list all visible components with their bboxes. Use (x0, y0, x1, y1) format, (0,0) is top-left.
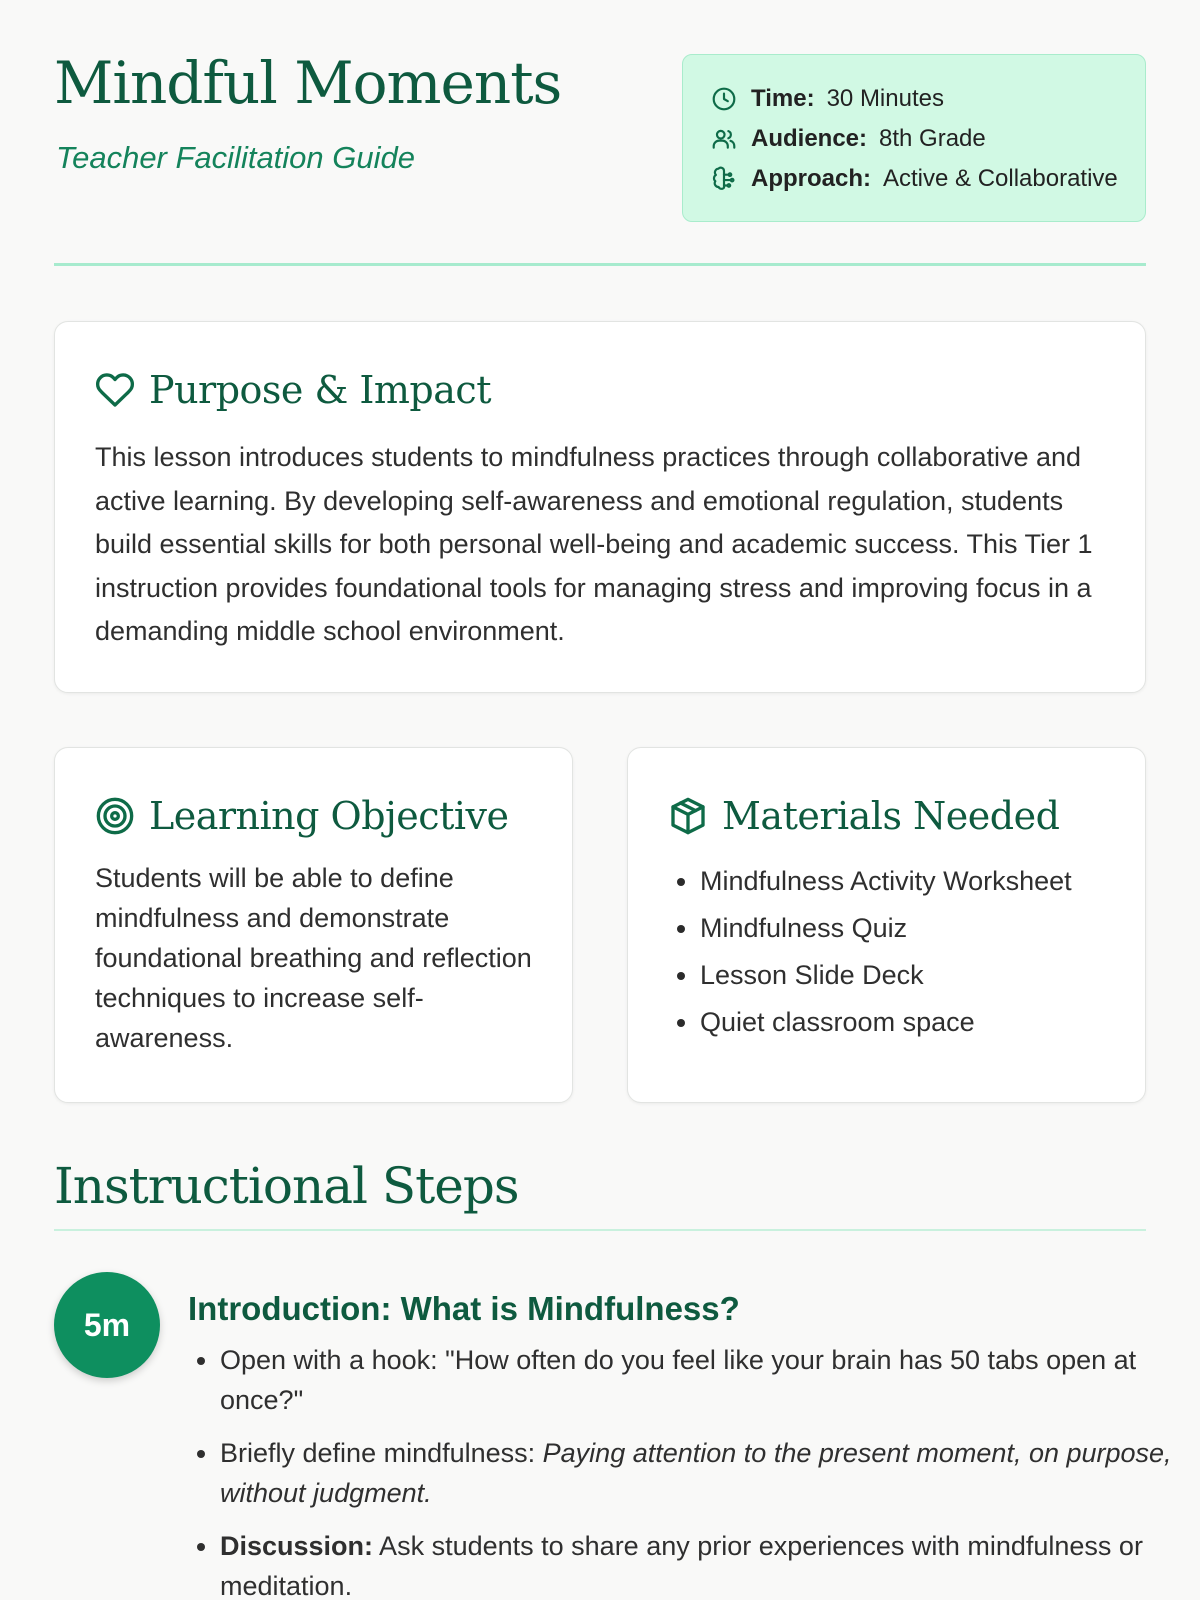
purpose-title (95, 368, 1105, 412)
materials-title (668, 794, 1105, 838)
page-title: Mindful Moments (54, 49, 562, 117)
meta-row-approach (711, 159, 1145, 199)
purpose-title-text: Purpose & Impact (149, 368, 491, 412)
objective-title-text: Learning Objective (149, 794, 509, 838)
list-item: • Mindfulness Quiz (700, 905, 1105, 952)
brain-icon (711, 166, 737, 192)
bullet-text: Open with a hook: "How often do you feel like your brain has 50 tabs open at once?" (220, 1345, 1137, 1415)
bullet-text: Briefly define mindfulness: (220, 1438, 543, 1468)
lesson-meta-box (682, 54, 1146, 222)
bullet-emphasis: Paying attention to the present moment, on purpose, without judgment. (220, 1438, 1172, 1508)
materials-list (668, 858, 1105, 1046)
list-item (220, 1526, 1200, 1600)
bullet-strong: Discussion: (220, 1531, 374, 1561)
step-bullets (188, 1340, 1200, 1600)
list-item: • Quiet classroom space (700, 999, 1105, 1046)
clock-icon (711, 86, 737, 112)
bullet-text: Ask students to share any prior experiences with mindfulness or meditation. (220, 1531, 1143, 1600)
heart-icon (95, 370, 135, 410)
meta-row-audience (711, 119, 1145, 159)
steps-heading: Instructional Steps (54, 1155, 1146, 1231)
meta-value: 30 Minutes (826, 85, 944, 112)
purpose-body: This lesson introduces students to mindfulness practices through collaborative and active learning. By developing self-awareness and emotional regulation, students build essential skills for both personal well-being and academic success. This Tier 1 instruction provides foundational tools for managing stress and improving focus in a demanding middle school environment. (95, 442, 1093, 646)
meta-row-time (711, 79, 1145, 119)
meta-key: Time: (751, 85, 815, 112)
meta-value: Active & Collaborative (883, 165, 1118, 192)
objective-card (54, 747, 573, 1103)
list-item (220, 1433, 1200, 1513)
page-subtitle: Teacher Facilitation Guide (56, 140, 415, 175)
materials-title-text: Materials Needed (722, 794, 1060, 838)
objective-title (95, 794, 532, 838)
objective-body: Students will be able to define mindfulness and demonstrate foundational breathing and reflection techniques to increase self-awareness. (95, 863, 532, 1053)
list-item: • Lesson Slide Deck (700, 952, 1105, 999)
page-header (54, 0, 1146, 266)
target-icon (95, 796, 135, 836)
list-item (220, 1340, 1200, 1420)
meta-key: Audience: (751, 125, 868, 152)
step-title: Introduction: What is Mindfulness? (188, 1290, 740, 1327)
purpose-card (54, 321, 1146, 693)
meta-value: 8th Grade (879, 125, 986, 152)
box-icon (668, 796, 708, 836)
step-duration-badge: 5m (54, 1272, 160, 1378)
meta-key: Approach: (751, 165, 871, 192)
users-icon (711, 126, 737, 152)
list-item: • Mindfulness Activity Worksheet (700, 858, 1105, 905)
materials-card (627, 747, 1146, 1103)
